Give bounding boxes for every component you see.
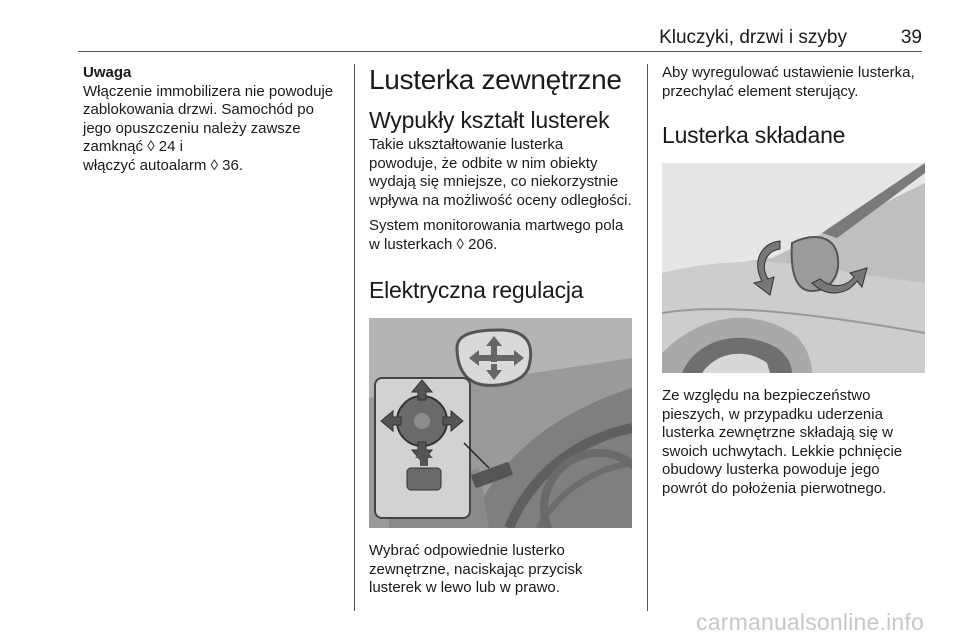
- subsection-heading: Elektryczna regulacja: [369, 277, 584, 303]
- mirror-adjustment-illustration: [369, 318, 632, 528]
- paragraph: System monitorowania martwego pola w lusterkach ◊ 206.: [369, 217, 624, 253]
- page-number: 39: [900, 27, 922, 48]
- paragraph: Takie ukształtowanie lusterka powoduje, że odbite w nim obiekty wydają się mniejsze, co niekorzystnie wpływa na możliwość oceny odległości.: [369, 136, 632, 209]
- subsection-heading: Wypukły kształt lusterek: [369, 107, 610, 133]
- subsection-heading: Lusterka składane: [662, 122, 846, 148]
- paragraph: Ze względu na bezpieczeństwo pieszych, w przypadku uderzenia lusterka zewnętrzne składają się w swoich uchwytach. Lekkie pchnięcie obudowy lusterka powoduje jego powrót do położenia pierwotnego.: [662, 387, 903, 497]
- column-1: [83, 64, 345, 175]
- page-ref-link[interactable]: 206.: [468, 235, 498, 253]
- note-label: Uwaga: [83, 64, 132, 81]
- page-ref-icon: ◊: [147, 138, 155, 155]
- column-2: [369, 64, 635, 598]
- page-ref-link[interactable]: 24 i: [158, 138, 183, 155]
- column-divider: [647, 64, 648, 611]
- page-ref-icon: ◊: [456, 235, 464, 253]
- page-ref-link[interactable]: 36.: [222, 156, 244, 174]
- note-text: Włączenie immobilizera nie powoduje zablokowania drzwi. Samochód po jego opuszczeniu należy zawsze zamknąć ◊ 24 i włączyć autoalarm ◊ 36.: [83, 82, 334, 174]
- watermark: carmanualsonline.info: [696, 609, 924, 635]
- column-3: [662, 64, 926, 498]
- page-header: [78, 18, 922, 50]
- section-heading: Lusterka zewnętrzne: [369, 64, 622, 95]
- chapter-title: Kluczyki, drzwi i szyby: [659, 27, 847, 48]
- header-rule: [78, 51, 922, 52]
- page-ref-icon: ◊: [210, 156, 218, 174]
- column-divider: [354, 64, 355, 611]
- paragraph: Aby wyregulować ustawienie lusterka, przechylać element sterujący.: [662, 64, 915, 100]
- folding-mirror-illustration: [662, 163, 925, 373]
- figure-caption: Wybrać odpowiednie lusterko zewnętrzne, naciskając przycisk lusterek w lewo lub w prawo.: [369, 542, 583, 596]
